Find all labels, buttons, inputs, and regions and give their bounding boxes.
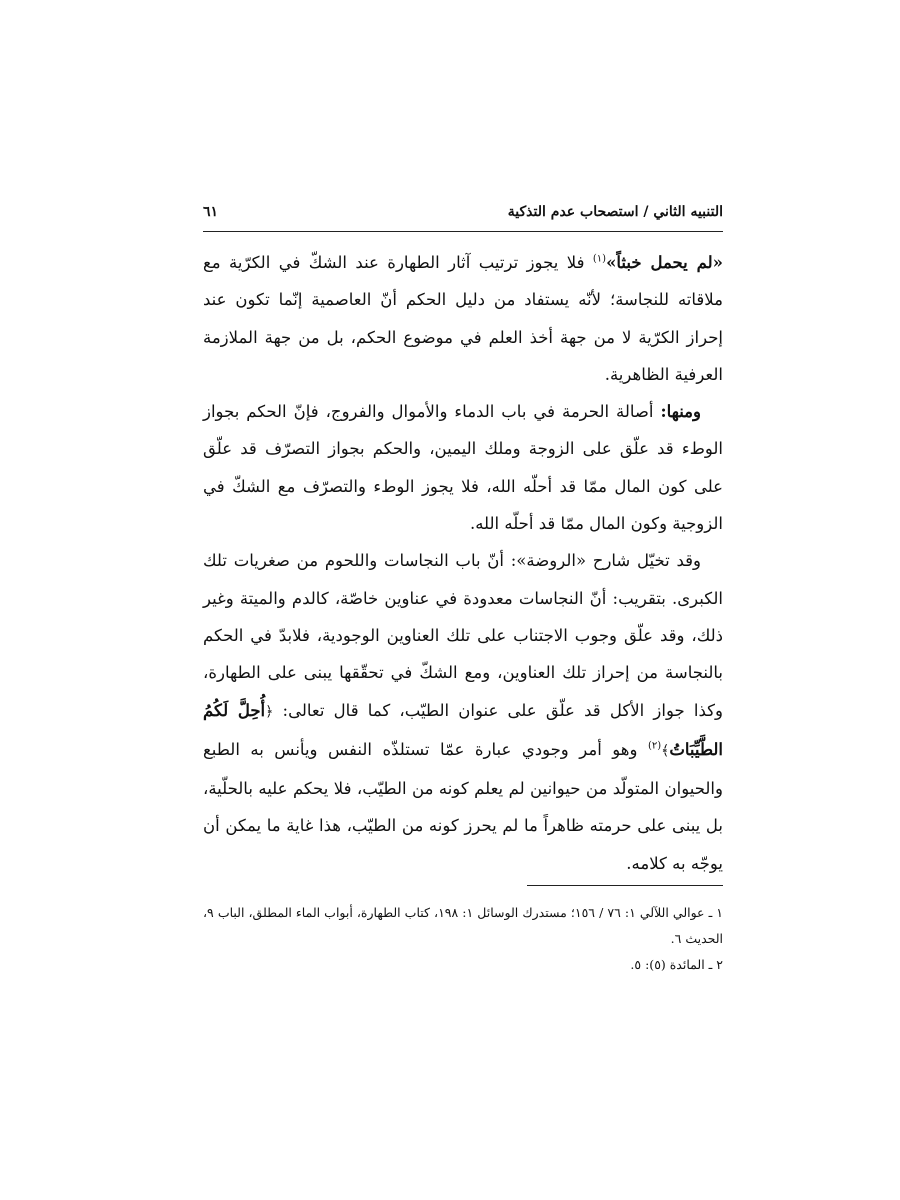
quran-verse: أُحِلَّ لَكُمُ الطَّيِّبَاتُ xyxy=(203,700,723,759)
page-header xyxy=(203,204,723,228)
paragraph-3-text-before: وقد تخيّل شارح «الروضة»: أنّ باب النجاسات واللحوم من صغريات تلك الكبرى. بتقريب: أنّ النجاسات معدودة في عناوين خاصّة، كالدم والميتة وغير ذلك، وقد علّق وجوب الاجتناب على تلك العناوين الوجودية، فلابدّ في الحكم بالنجاسة من إحراز تلك العناوين، ومع الشكّ في تحقّقها يبنى على الطهارة، وكذا جواز الأكل قد علّق على عنوان الطيّب، كما قال تعالى: xyxy=(203,551,723,720)
paragraph-3-text-after: وهو أمر وجودي عبارة عمّا تستلذّه النفس ويأنس به الطبع والحيوان المتولّد من حيوانين لم يعلم كونه من الطيّب، فلا يحكم عليه بالحلّية، بل يبنى على حرمته ظاهراً ما لم يحرز كونه من الطيّب، هذا غاية ما يمكن أن يوجّه به كلامه. xyxy=(203,739,723,873)
paragraph-2 xyxy=(203,393,723,542)
paragraph-3 xyxy=(203,542,723,882)
footnote-ref-1: (١) xyxy=(592,253,607,265)
paragraph-2-text: أصالة الحرمة في باب الدماء والأموال والفروج، فإنّ الحكم بجواز الوطء قد علّق على الزوجة وملك اليمين، والحكم بجواز التصرّف قد علّق على كون المال ممّا قد أحلّه الله، فلا يجوز الوطء والتصرّف مع الشكّ في الزوجية وكون المال ممّا قد أحلّه الله. xyxy=(203,402,723,534)
quran-brace-open: ﴿ xyxy=(265,703,274,720)
footnote-2: ٢ ـ المائدة (٥): ٥. xyxy=(630,957,723,972)
footnotes xyxy=(203,900,723,978)
footnote-1: ١ ـ عوالي اللآلي ١: ٧٦ / ١٥٦؛ مستدرك الوسائل ١: ١٩٨، كتاب الطهارة، أبواب الماء المطلق، الباب ٩، الحديث ٦. xyxy=(203,905,724,946)
main-text xyxy=(203,244,723,882)
page-number: ٦١ xyxy=(203,204,219,220)
paragraph-1-text: فلا يجوز ترتيب آثار الطهارة عند الشكّ في الكرّية مع ملاقاته للنجاسة؛ لأنّه يستفاد من دليل الحكم أنّ العاصمية إنّما تكون عند إحراز الكرّية لا من جهة أخذ العلم في موضوع الحكم، بل من جهة الملازمة العرفية الظاهرية. xyxy=(203,253,723,384)
header-divider xyxy=(203,231,723,232)
running-title: التنبيه الثاني / استصحاب عدم التذكية xyxy=(507,204,723,220)
quran-brace-close: ﴾ xyxy=(661,742,670,759)
paragraph-2-lead: ومنها: xyxy=(660,402,701,422)
quoted-phrase: «لم يحمل خبثاً» xyxy=(606,253,723,272)
footnote-ref-2: (٢) xyxy=(647,740,662,752)
paragraph-1 xyxy=(203,244,723,393)
footnote-divider xyxy=(527,885,723,886)
